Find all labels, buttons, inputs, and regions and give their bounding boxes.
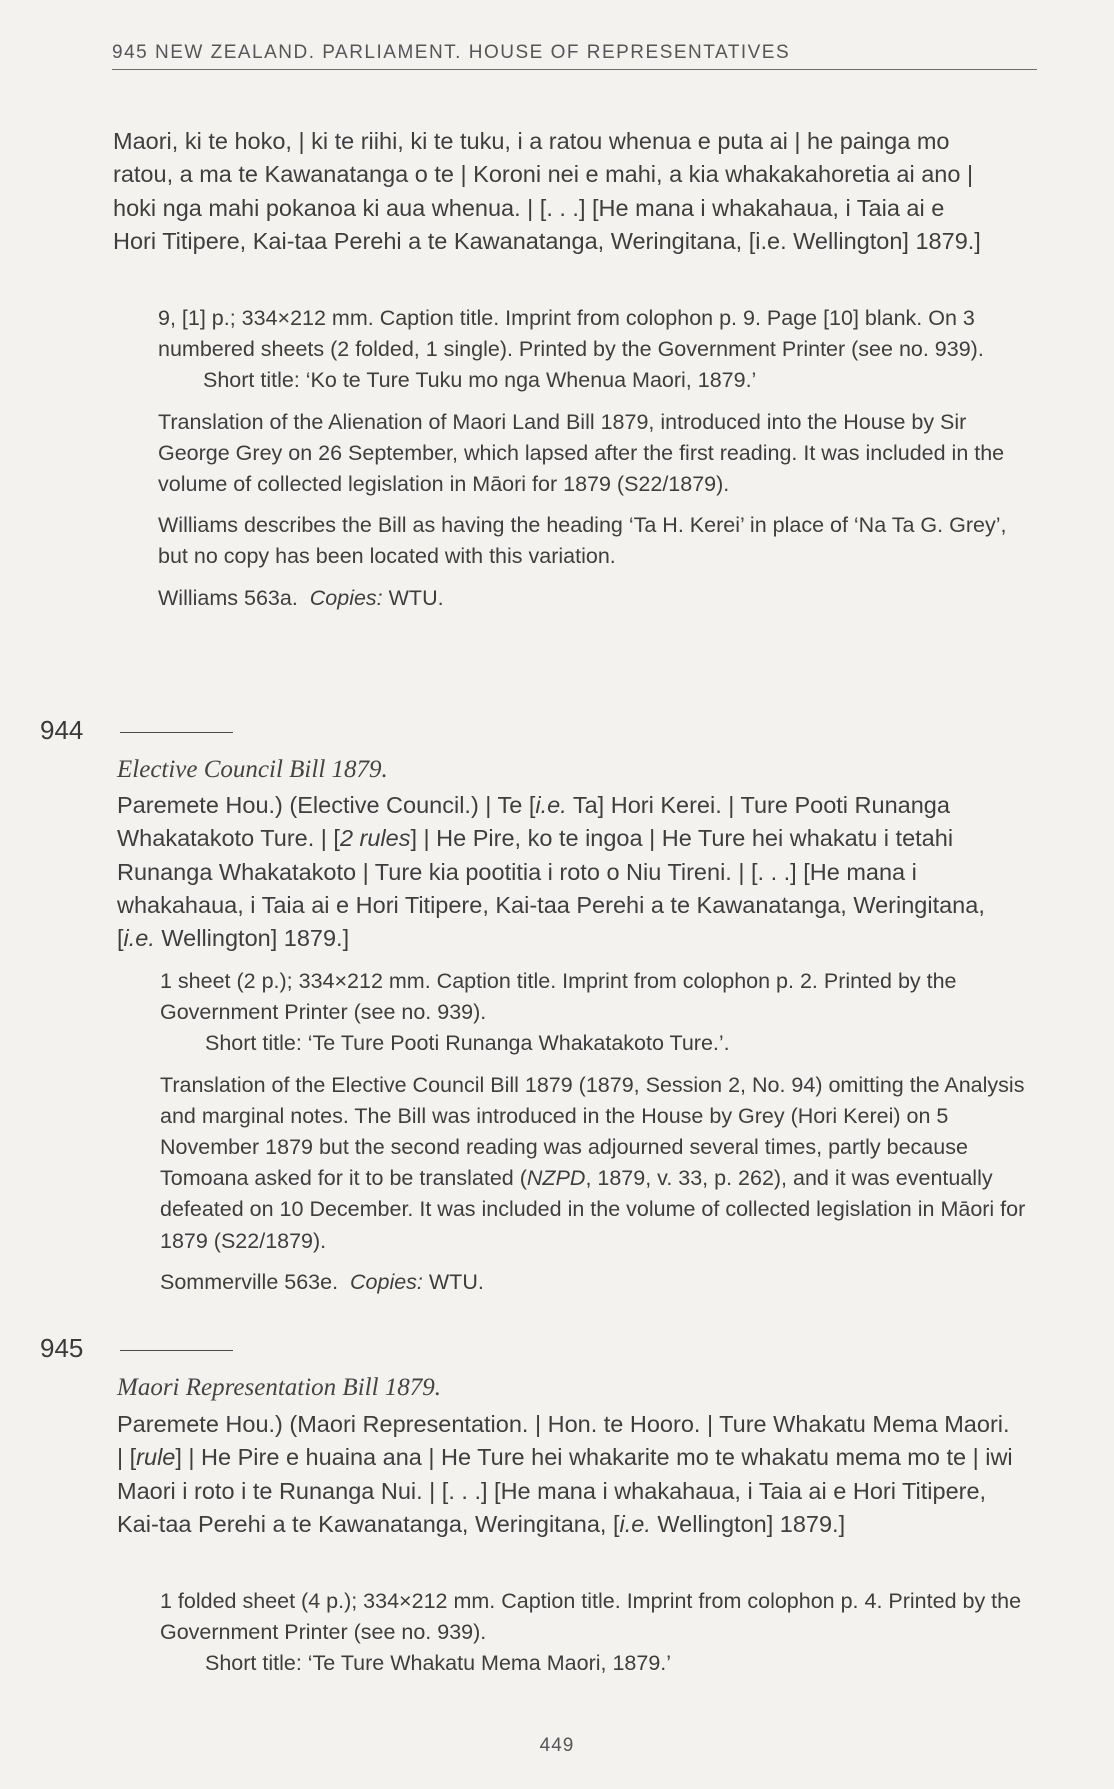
header-rule <box>112 69 1037 70</box>
page-number: 449 <box>539 1735 575 1756</box>
entry-dash-944 <box>120 732 233 733</box>
entry-number-944: 944 <box>40 715 84 745</box>
entry-title-945: Maori Representation Bill 1879. <box>117 1374 442 1401</box>
reference: Williams 563a. <box>158 585 298 610</box>
entry-943-transcription: Maori, ki te hoko, | ki te riihi, ki te tuku, i a ratou whenua e puta ai | he painga mo ratou, a ma te Kawanatanga o te | Koroni nei e mahi, a kia whakakahoretia ai ano | hoki nga mahi pokanoa ki aua whenua. | [. . .] [He mana i whakahaua, i Taia ai e Hori Titipere, Kai-taa Perehi a te Kawanatanga, Weringitana, [i.e. Wellington] 1879.] <box>113 128 981 254</box>
entry-943-note-translation: Translation of the Alienation of Maori Land Bill 1879, introduced into the House by Sir George Grey on 26 September, which lapsed after the first reading. It was included in the volume of collected legislation in Māori for 1879 (S22/1879). <box>158 409 1005 497</box>
entry-title-944: Elective Council Bill 1879. <box>117 756 388 783</box>
entry-943-notes <box>158 303 1038 614</box>
running-head: 945 NEW ZEALAND. PARLIAMENT. HOUSE OF REPRESENTATIVES <box>112 42 791 63</box>
entry-945-collation: 1 folded sheet (4 p.); 334×212 mm. Caption title. Imprint from colophon p. 4. Printed by the Government Printer (see no. 939). <box>160 1589 1022 1645</box>
entry-943-continued <box>113 125 993 258</box>
entry-944-references <box>160 1267 1038 1298</box>
entry-number-945: 945 <box>40 1333 84 1363</box>
entry-944-note: Translation of the Elective Council Bill 1879 (1879, Session 2, No. 94) omitting the Analysis and marginal notes. The Bill was introduced in the House by Grey (Hori Kerei) on 5 November 1879 but the second reading was adjourned several times, partly because Tomoana asked for it to be translated (NZPD, 1879, v. 33, p. 262), and it was eventually defeated on 10 December. It was included in the volume of collected legislation in Māori for 1879 (S22/1879). <box>160 1072 1026 1253</box>
entry-944-collation: 1 sheet (2 p.); 334×212 mm. Caption title. Imprint from colophon p. 2. Printed by the Government Printer (see no. 939). <box>160 969 957 1025</box>
entry-944-short-title: Short title: ‘Te Ture Pooti Runanga Whakatakoto Ture.’. <box>205 1031 730 1056</box>
entry-944-notes <box>160 966 1038 1298</box>
copies-value: WTU. <box>388 585 444 610</box>
entry-dash-945 <box>120 1350 233 1351</box>
reference: Sommerville 563e. <box>160 1269 339 1294</box>
entry-943-references <box>158 583 1038 614</box>
entry-945-notes <box>160 1586 1038 1680</box>
entry-943-note-williams: Williams describes the Bill as having the heading ‘Ta H. Kerei’ in place of ‘Na Ta G. Grey’, but no copy has been located with this variation. <box>158 513 1007 569</box>
copies-value: WTU. <box>428 1269 484 1294</box>
entry-945-transcription: Paremete Hou.) (Maori Representation. | Hon. te Hooro. | Ture Whakatu Mema Maori. | [rule] | He Pire e huaina ana | He Ture hei whakarite mo te whakatu mema mo te | iwi Maori i roto i te Runanga Nui. | [. . .] [He mana i whakahaua, i Taia ai e Hori Titipere, Kai-taa Perehi a te Kawanatanga, Weringitana, [i.e. Wellington] 1879.] <box>117 1411 1013 1537</box>
copies-label: Copies: <box>309 585 383 610</box>
copies-label: Copies: <box>350 1269 423 1294</box>
entry-943-collation: 9, [1] p.; 334×212 mm. Caption title. Imprint from colophon p. 9. Page [10] blank. On 3 numbered sheets (2 folded, 1 single). Printed by the Government Printer (see no. 939). <box>158 306 984 362</box>
entry-943-short-title: Short title: ‘Ko te Ture Tuku mo nga Whenua Maori, 1879.’ <box>203 368 757 393</box>
entry-945-short-title: Short title: ‘Te Ture Whakatu Mema Maori, 1879.’ <box>205 1651 672 1676</box>
entry-944-transcription: Paremete Hou.) (Elective Council.) | Te [i.e. Ta] Hori Kerei. | Ture Pooti Runanga Whakatakoto Ture. | [2 rules] | He Pire, ko te ingoa | He Ture hei whakatu i tetahi Runanga Whakatakoto | Ture kia pootitia i roto o Niu Tireni. | [. . .] [He mana i whakahaua, i Taia ai e Hori Titipere, Kai-taa Perehi a te Kawanatanga, Weringitana, [i.e. Wellington] 1879.] <box>117 792 985 952</box>
